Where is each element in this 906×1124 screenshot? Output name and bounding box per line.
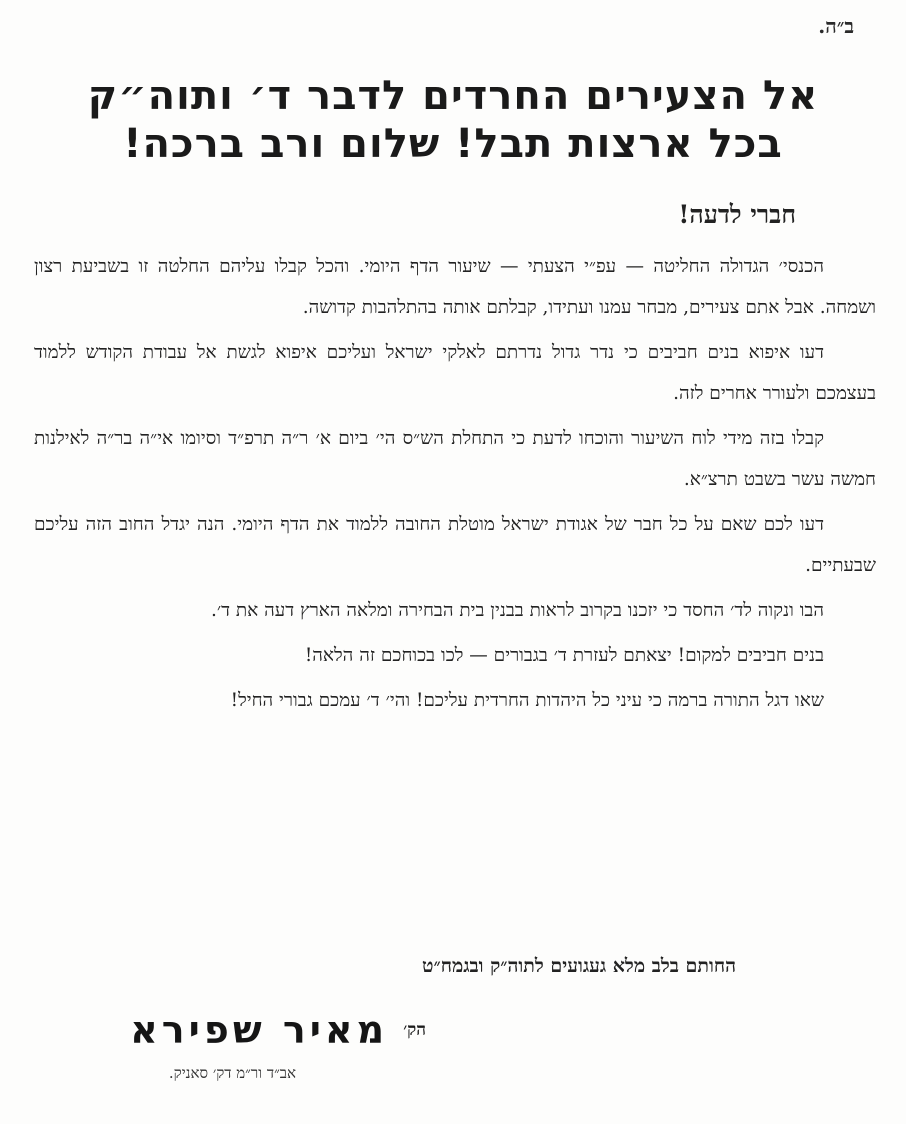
signature-name: מאיר שפירא [130, 1008, 389, 1052]
closing-line: החותם בלב מלא געגועים לתוה״ק ובגמח״ט [422, 955, 736, 977]
title-line-2: בכל ארצות תבל! שלום ורב ברכה! [123, 121, 783, 167]
signature-block [130, 1008, 426, 1052]
paragraph-7: שאו דגל התורה ברמה כי עיני כל היהדות החרדית עליכם! והי׳ ד׳ עמכם גבורי החיל! [230, 690, 824, 711]
paragraph-2: דעו איפוא בנים חביבים כי נדר גדול נדרתם לאלקי ישראל ועליכם איפוא לגשת אל עבודת הקודש ללמוד בעצמכם ולעורר אחרים לזה. [34, 342, 876, 404]
letter-body [34, 246, 876, 725]
letter-title [80, 72, 826, 168]
title-line-1: אל הצעירים החרדים לדבר ד׳ ותוה״ק [87, 73, 819, 119]
salutation: חברי לדעה! [678, 200, 796, 229]
paragraph-6: בנים חביבים למקום! יצאתם לעזרת ד׳ בגבורים — לכו בכוחכם זה הלאה! [304, 645, 824, 666]
corner-mark: ב״ה. [818, 14, 854, 38]
paragraph-4: דעו לכם שאם על כל חבר של אגודת ישראל מוטלת החובה ללמוד את הדף היומי. הנה יגדל החוב הזה עליכם שבעתיים. [34, 514, 876, 576]
signature-title: אב״ד ור״מ דק׳ סאניק. [168, 1064, 296, 1082]
paragraph-5: הבו ונקוה לד׳ החסד כי יזכנו בקרוב לראות בבנין בית הבחירה ומלאה הארץ דעה את ד׳. [210, 600, 824, 621]
paragraph-3: קבלו בזה מידי לוח השיעור והוכחו לדעת כי התחלת הש״ס הי׳ ביום א׳ ר״ה תרפ״ד וסיומו אי״ה בר״ה לאילנות חמשה עשר בשבט תרצ״א. [34, 428, 876, 490]
signature-prefix: הק׳ [403, 1020, 426, 1040]
paragraph-1: הכנסי׳ הגדולה החליטה — עפ״י הצעתי — שיעור הדף היומי. והכל קבלו עליהם החלטה זו בשביעת רצון ושמחה. אבל אתם צעירים, מבחר עמנו ועתידו, קבלתם אותה בהתלהבות קדושה. [34, 256, 876, 318]
